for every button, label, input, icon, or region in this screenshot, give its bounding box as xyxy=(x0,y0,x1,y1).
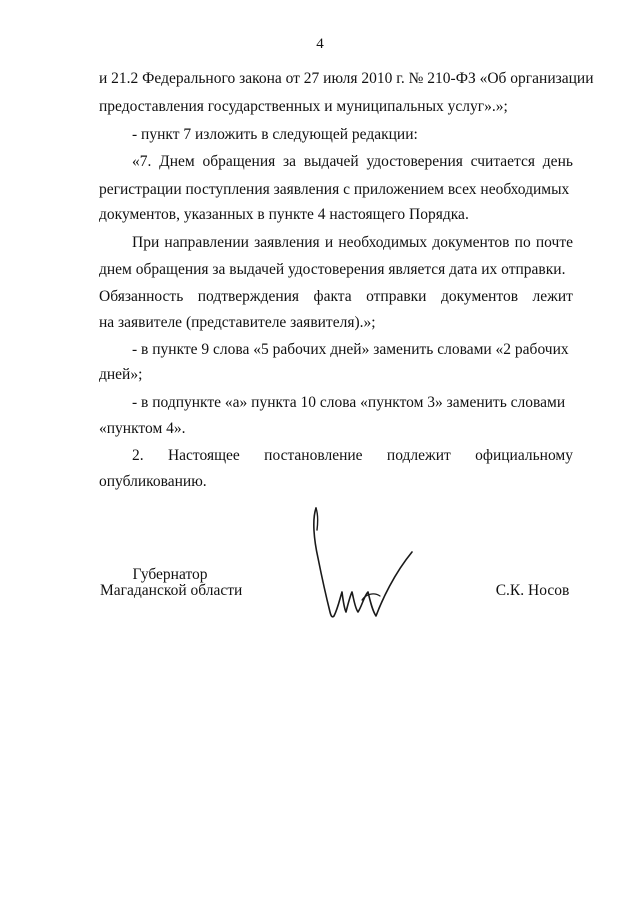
signatory-position: Губернатор xyxy=(132,566,208,583)
text-line: на заявителе (представителе заявителя).»; xyxy=(99,314,376,331)
signatory-name: С.К. Носов xyxy=(495,582,570,599)
justified-line: Обязанность подтверждения факта отправки документов лежит xyxy=(99,288,573,305)
page-number: 4 xyxy=(316,36,324,52)
justified-line: регистрации поступления заявления с приложением всех необходимых xyxy=(99,181,570,198)
text-line: - в подпункте «а» пункта 10 слова «пунктом 3» заменить словами xyxy=(132,394,566,411)
signatory-region: Магаданской области xyxy=(100,582,243,599)
justified-line: «7. Днем обращения за выдачей удостоверения считается день xyxy=(132,153,573,170)
text-line: - пункт 7 изложить в следующей редакции: xyxy=(132,126,418,143)
text-line: и 21.2 Федерального закона от 27 июля 2010 г. № 210-ФЗ «Об организации xyxy=(99,70,594,87)
text-line: днем обращения за выдачей удостоверения является дата их отправки. xyxy=(99,261,566,278)
justified-line: 2. Настоящее постановление подлежит официальному xyxy=(132,447,573,464)
text-line: документов, указанных в пункте 4 настоящего Порядка. xyxy=(99,206,469,223)
text-line: - в пункте 9 слова «5 рабочих дней» заменить словами «2 рабочих xyxy=(132,341,569,358)
text-line: предоставления государственных и муниципальных услуг».»; xyxy=(99,98,508,115)
handwritten-signature xyxy=(300,500,430,640)
text-line: опубликованию. xyxy=(99,473,207,490)
text-line: «пунктом 4». xyxy=(99,420,186,437)
text-line: дней»; xyxy=(99,366,143,383)
justified-line: При направлении заявления и необходимых документов по почте xyxy=(132,234,573,251)
